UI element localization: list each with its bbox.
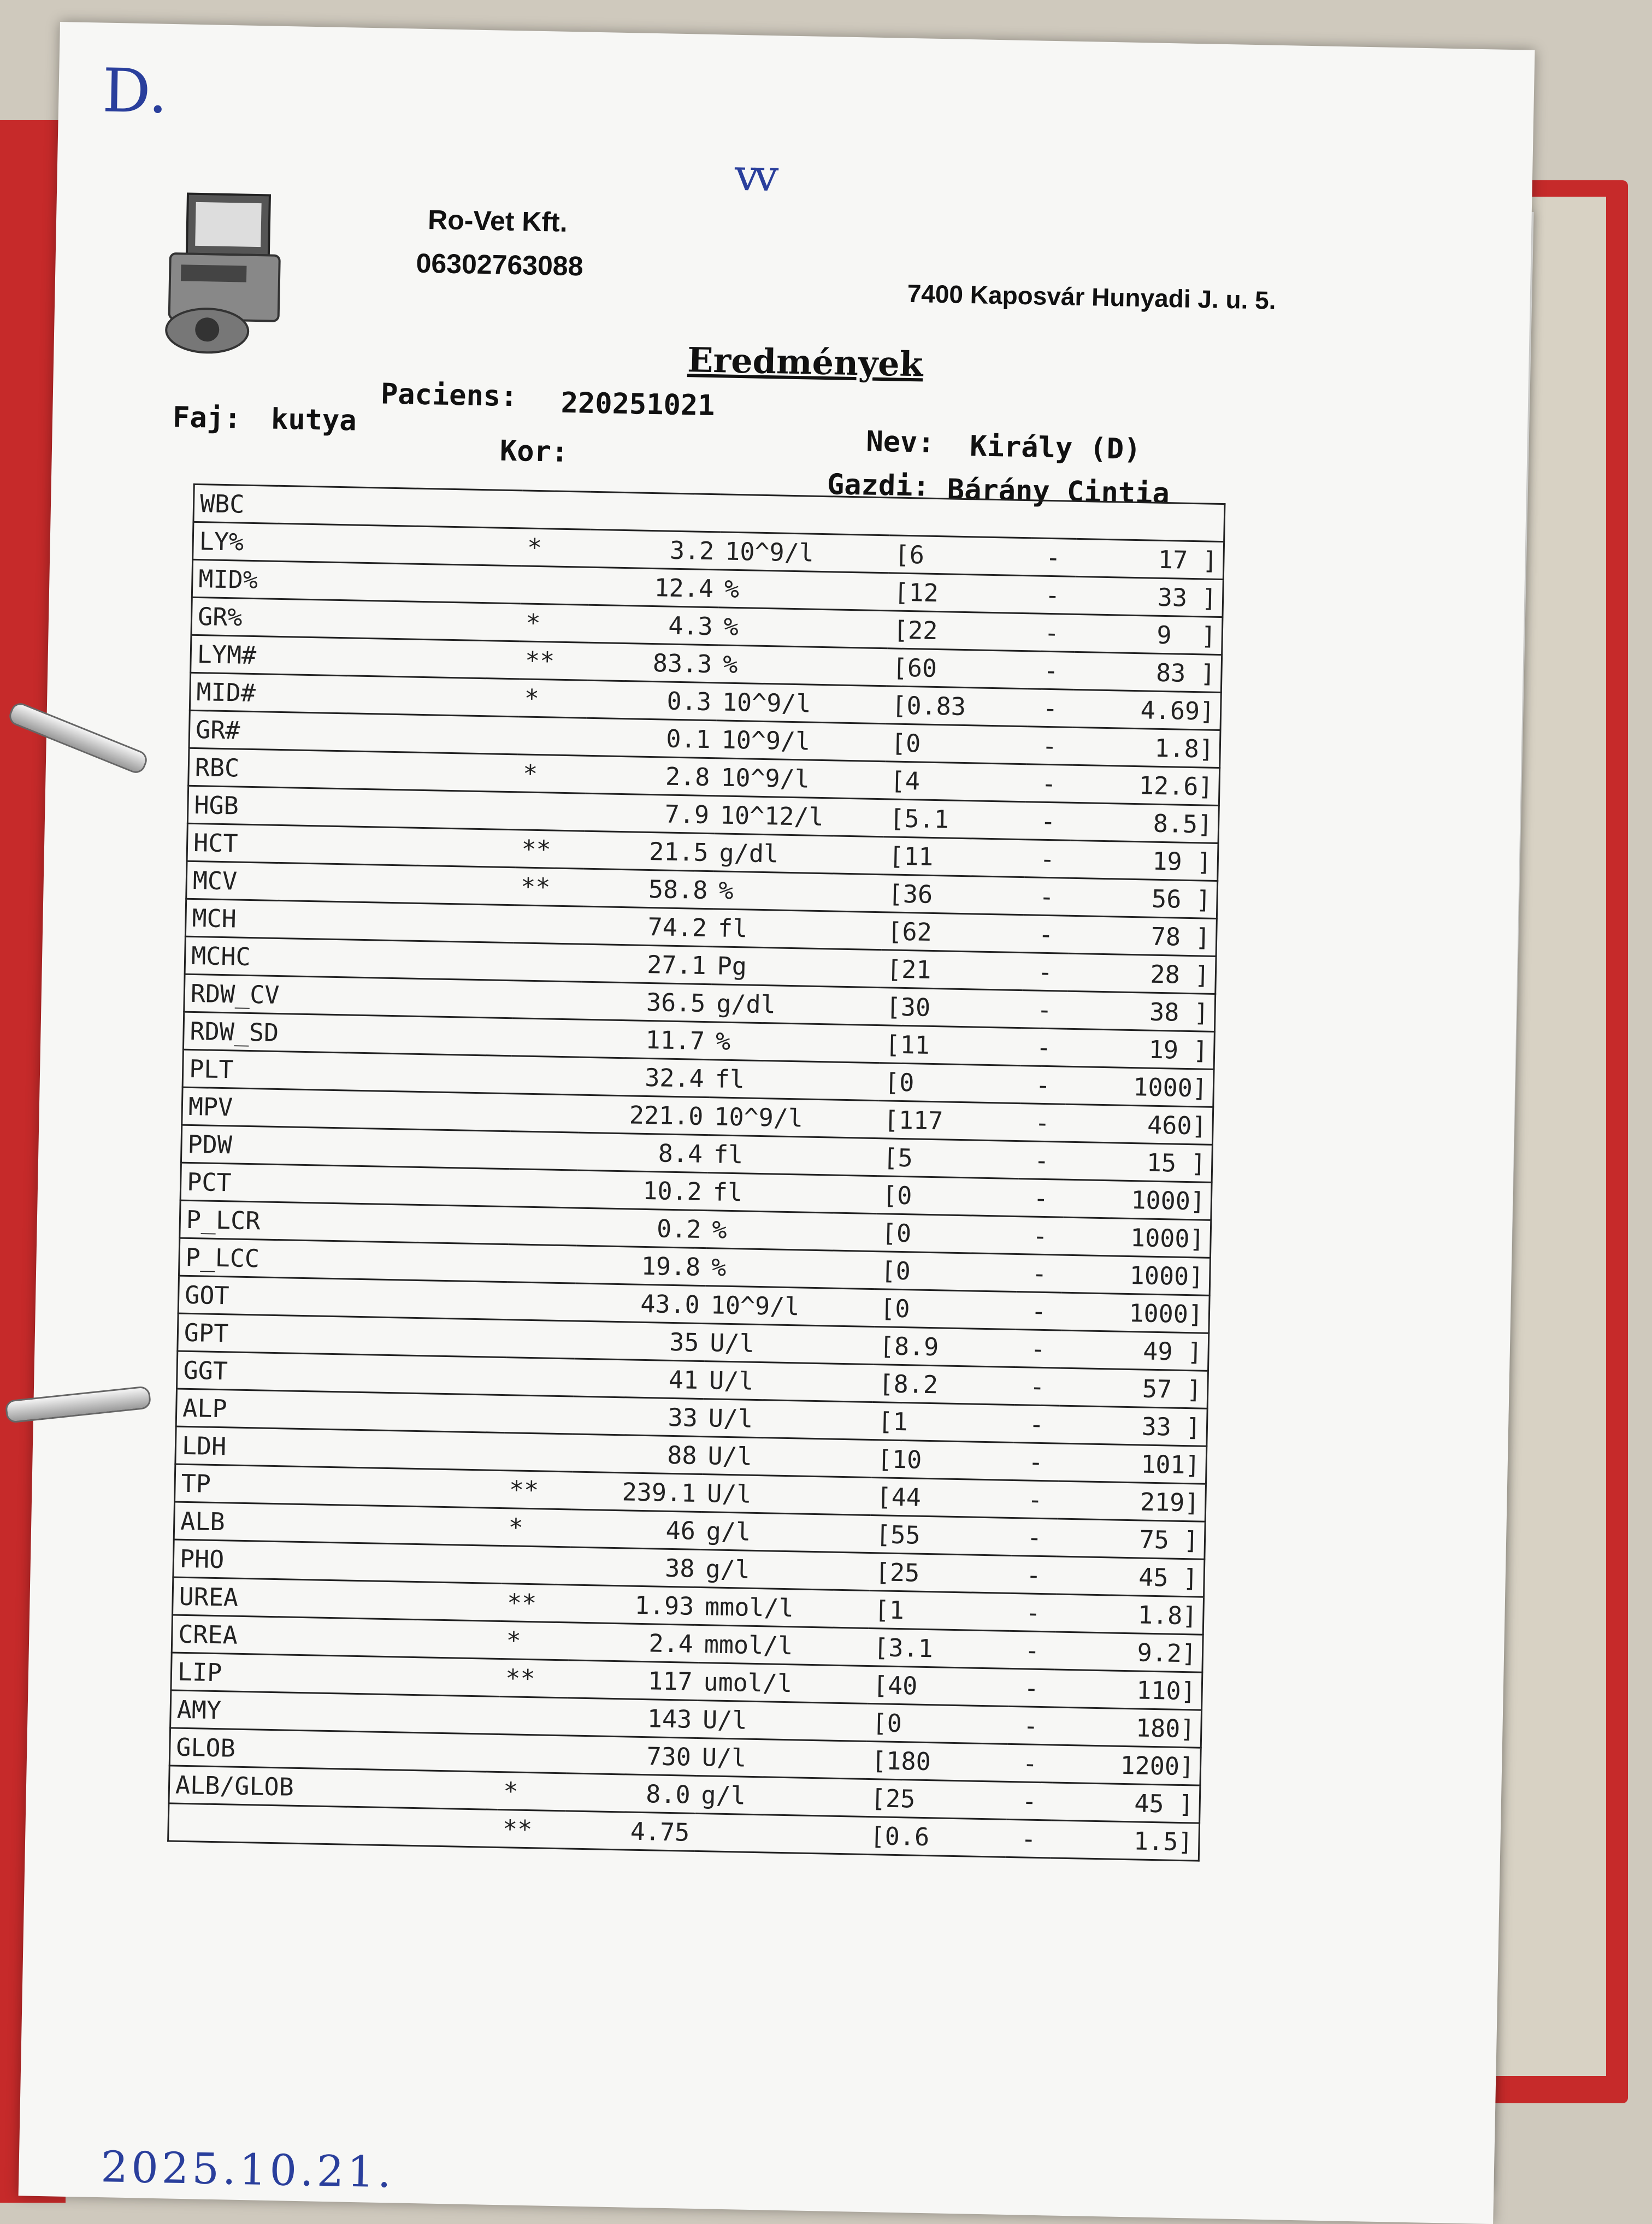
result-flag [514, 943, 582, 982]
range-dash: - [1017, 1217, 1063, 1255]
range-low: [0 [879, 1063, 1021, 1104]
range-dash: - [1023, 915, 1069, 954]
result-flag: ** [497, 1809, 565, 1848]
result-name: PDW [181, 1125, 510, 1169]
result-unit: umol/l [698, 1662, 868, 1703]
result-value: 2.8 [585, 756, 716, 796]
result-value: 88 [572, 1434, 703, 1474]
result-name: RDW_SD [183, 1012, 512, 1056]
result-flag [510, 1131, 579, 1170]
range-dash: - [1015, 1330, 1061, 1368]
result-flag [509, 1207, 577, 1246]
lab-report-page [19, 22, 1535, 2224]
range-low: [11 [883, 837, 1025, 877]
handwritten-corner-mark: D. [102, 55, 169, 127]
range-dash: - [1017, 1254, 1063, 1293]
range-high: 460] [1065, 1104, 1213, 1145]
result-value: 1.93 [569, 1585, 700, 1625]
result-name: MID# [190, 672, 519, 717]
range-dash: - [1018, 1179, 1064, 1218]
result-value: 4.75 [565, 1811, 695, 1851]
range-high: 110] [1054, 1670, 1202, 1710]
company-address: 7400 Kaposvár Hunyadi J. u. 5. [907, 279, 1277, 315]
result-value: 33 [573, 1396, 703, 1437]
range-low: [40 [867, 1666, 1009, 1706]
result-name: P_LCR [180, 1200, 509, 1244]
range-dash [1031, 500, 1077, 539]
range-dash: - [1008, 1706, 1054, 1745]
result-value: 83.3 [587, 642, 718, 683]
range-low: [180 [866, 1741, 1008, 1781]
range-dash: - [1007, 1744, 1053, 1783]
range-dash: - [1011, 1555, 1057, 1594]
range-dash: - [1028, 689, 1073, 728]
company-name: Ro-Vet Kft. [427, 204, 568, 238]
result-value: 0.3 [586, 680, 717, 721]
result-flag: ** [501, 1584, 570, 1623]
result-value [590, 492, 721, 532]
result-unit: % [706, 1211, 877, 1252]
range-low: [6 [889, 535, 1031, 576]
result-name: MCH [185, 899, 515, 943]
range-high: 15 ] [1064, 1142, 1212, 1182]
range-dash: - [1026, 764, 1072, 803]
range-high: 101] [1058, 1443, 1207, 1484]
range-high: 38 ] [1067, 991, 1216, 1031]
range-dash: - [1009, 1631, 1055, 1670]
result-unit: fl [709, 1060, 880, 1101]
result-flag [505, 1358, 574, 1396]
result-unit: U/l [697, 1700, 868, 1741]
range-low: [0 [875, 1252, 1017, 1292]
result-unit: g/l [700, 1512, 871, 1553]
nev-label: Nev: [865, 425, 935, 459]
result-unit: mmol/l [698, 1625, 869, 1666]
result-flag [505, 1395, 574, 1434]
result-flag [511, 1056, 580, 1095]
result-unit: 10^9/l [719, 532, 890, 573]
result-value: 38 [570, 1547, 700, 1588]
result-flag [508, 1244, 576, 1283]
result-unit [695, 1813, 865, 1854]
range-low: [0 [876, 1214, 1018, 1254]
range-dash: - [1030, 576, 1076, 615]
range-high: 1000] [1065, 1066, 1214, 1107]
result-unit: g/l [695, 1775, 866, 1816]
result-flag [522, 491, 591, 529]
range-dash: - [1010, 1593, 1056, 1632]
result-flag [502, 1546, 571, 1585]
result-value: 8.0 [565, 1773, 696, 1814]
range-low: [4 [884, 762, 1026, 802]
result-unit: fl [712, 909, 882, 950]
range-low: [55 [870, 1515, 1012, 1555]
kor-label: Kor: [499, 434, 569, 469]
range-low: [5 [877, 1138, 1019, 1179]
range-low: [0 [875, 1289, 1017, 1330]
result-flag [518, 717, 587, 756]
result-name: HGB [187, 786, 517, 830]
range-low: [0 [877, 1176, 1019, 1217]
range-high: 19 ] [1070, 840, 1218, 881]
result-value: 2.4 [568, 1623, 699, 1663]
result-value: 4.3 [588, 605, 718, 645]
range-dash: - [1011, 1518, 1057, 1556]
range-high: 49 ] [1060, 1330, 1209, 1371]
range-high: 78 ] [1068, 916, 1217, 956]
result-value: 0.2 [576, 1208, 707, 1248]
range-low: [0 [885, 724, 1027, 764]
range-low: [5.1 [884, 799, 1026, 840]
result-value: 0.1 [586, 718, 716, 758]
range-high: 1.5] [1051, 1820, 1200, 1861]
result-name: MPV [182, 1087, 511, 1131]
result-name: HCT [187, 823, 516, 868]
range-high: 219] [1058, 1481, 1206, 1521]
range-high: 56 ] [1069, 878, 1218, 918]
result-value: 7.9 [584, 793, 715, 834]
result-name: PLT [182, 1049, 512, 1094]
result-name: LY% [193, 522, 522, 566]
handwritten-check-marks: vv [734, 149, 774, 202]
result-unit: g/dl [713, 834, 884, 875]
result-flag [514, 905, 583, 944]
range-low [889, 498, 1031, 538]
result-unit: 10^9/l [715, 758, 886, 799]
range-high: 1.8] [1072, 727, 1220, 768]
range-low: [0.6 [864, 1816, 1006, 1857]
result-flag: ** [519, 641, 588, 680]
result-flag [521, 566, 589, 605]
range-high: 33 ] [1059, 1406, 1207, 1446]
result-name: RBC [188, 748, 518, 792]
result-value: 27.1 [581, 944, 712, 984]
result-unit: U/l [696, 1738, 866, 1779]
result-value: 730 [566, 1736, 697, 1776]
result-unit: % [705, 1248, 876, 1289]
result-unit: fl [707, 1173, 877, 1214]
result-name: MID% [192, 559, 521, 604]
result-unit: 10^9/l [709, 1098, 879, 1138]
result-unit: U/l [704, 1324, 875, 1365]
result-value: 143 [567, 1698, 698, 1738]
range-dash: - [1006, 1781, 1052, 1820]
range-high: 28 ] [1067, 953, 1216, 994]
range-high: 1000] [1063, 1179, 1212, 1220]
result-value: 117 [568, 1660, 698, 1701]
result-flag [504, 1433, 573, 1472]
result-value: 3.2 [589, 529, 720, 570]
range-low: [8.9 [874, 1327, 1016, 1367]
range-high: 75 ] [1057, 1519, 1205, 1559]
result-name: WBC [193, 484, 523, 528]
range-dash: - [1012, 1480, 1058, 1519]
range-dash: - [1016, 1292, 1061, 1331]
range-low: [36 [882, 875, 1024, 915]
result-value: 21.5 [583, 831, 714, 871]
result-name: ALB/GLOB [169, 1766, 498, 1810]
result-name: LYM# [191, 635, 520, 679]
report-title: Eredmények [687, 340, 924, 385]
result-unit: U/l [703, 1399, 873, 1440]
range-dash: - [1030, 538, 1076, 577]
result-value: 11.7 [580, 1019, 710, 1060]
range-dash: - [1006, 1819, 1052, 1858]
range-dash: - [1019, 1141, 1065, 1180]
range-high: 180] [1053, 1707, 1202, 1748]
range-dash: - [1025, 802, 1071, 841]
result-flag [516, 792, 585, 831]
range-dash: - [1024, 877, 1070, 916]
range-low: [30 [880, 988, 1022, 1028]
range-low: [25 [869, 1553, 1011, 1593]
result-unit: 10^9/l [716, 683, 887, 724]
range-low: [60 [887, 648, 1029, 689]
result-name: LIP [171, 1653, 500, 1697]
paciens-label: Paciens: [380, 377, 518, 414]
result-flag [507, 1282, 576, 1321]
result-name: PHO [173, 1539, 503, 1584]
faj-value: kutya [270, 403, 357, 438]
result-unit: U/l [704, 1361, 874, 1402]
result-value: 221.0 [579, 1095, 709, 1135]
range-low: [3.1 [868, 1628, 1010, 1668]
result-value: 239.1 [571, 1472, 702, 1512]
result-name: CREA [172, 1615, 501, 1659]
result-unit: % [718, 570, 889, 611]
range-low: [0 [866, 1703, 1008, 1744]
analyzer-device-logo [163, 188, 292, 359]
result-value: 35 [574, 1321, 705, 1361]
result-name: GOT [178, 1276, 508, 1320]
range-high: 83 ] [1073, 652, 1222, 692]
result-unit: % [710, 1022, 880, 1063]
handwritten-date: 2025.10.21. [100, 2143, 395, 2198]
range-high: 19 ] [1066, 1029, 1214, 1069]
gazdi-label: Gazdi: [827, 468, 930, 503]
result-unit: mmol/l [699, 1588, 870, 1629]
result-unit: % [717, 645, 888, 686]
result-name: GGT [177, 1351, 506, 1395]
result-unit: fl [707, 1135, 878, 1176]
result-flag: ** [515, 868, 584, 906]
result-name: ALB [174, 1502, 503, 1546]
result-name: P_LCC [179, 1238, 508, 1282]
faj-label: Faj: [172, 401, 241, 435]
result-flag [506, 1320, 575, 1359]
result-value: 46 [570, 1509, 701, 1550]
company-phone: 06302763088 [416, 247, 584, 282]
range-low: [117 [878, 1101, 1020, 1141]
result-flag [499, 1697, 568, 1736]
result-flag: * [518, 679, 587, 718]
range-low: [12 [888, 573, 1030, 613]
range-dash: - [1022, 990, 1067, 1029]
range-dash: - [1013, 1405, 1059, 1443]
result-unit: 10^12/l [714, 796, 884, 837]
result-name: UREA [173, 1577, 502, 1621]
range-high: 17 ] [1076, 539, 1224, 579]
range-dash: - [1029, 613, 1075, 652]
result-value: 74.2 [582, 906, 712, 947]
result-name: GR% [191, 597, 521, 641]
range-high: 12.6] [1071, 765, 1220, 805]
range-high: 45 ] [1056, 1556, 1205, 1597]
result-value: 12.4 [588, 567, 719, 607]
range-dash: - [1020, 1066, 1066, 1105]
range-low: [1 [869, 1590, 1011, 1631]
range-dash: - [1022, 953, 1068, 992]
result-flag: ** [500, 1659, 569, 1698]
result-flag: * [498, 1772, 567, 1810]
range-low: [21 [881, 950, 1023, 990]
range-low: [22 [887, 611, 1029, 651]
range-low: [8.2 [873, 1365, 1015, 1405]
range-low: [62 [882, 912, 1024, 953]
result-flag: * [521, 528, 590, 567]
gazdi-value: Bárány Cintia [947, 473, 1170, 511]
result-flag: * [500, 1621, 569, 1660]
range-low: [0.83 [886, 686, 1028, 727]
result-name: GLOB [169, 1728, 499, 1772]
result-unit: Pg [711, 947, 882, 988]
result-flag [511, 1094, 580, 1132]
results-table [167, 483, 1225, 1862]
result-flag: ** [516, 830, 585, 869]
range-high: 1000] [1063, 1217, 1211, 1258]
range-high: 8.5] [1070, 803, 1219, 843]
result-flag [512, 1018, 581, 1057]
result-flag [509, 1169, 578, 1208]
result-flag [513, 981, 582, 1019]
range-high: 1.8] [1055, 1594, 1204, 1635]
range-high: 1000] [1061, 1255, 1210, 1295]
result-name: PCT [180, 1163, 510, 1207]
result-unit: g/dl [711, 984, 881, 1025]
result-value: 32.4 [579, 1057, 710, 1098]
result-name: LDH [175, 1426, 505, 1471]
result-flag: * [517, 754, 586, 793]
range-dash: - [1019, 1104, 1065, 1142]
result-flag: ** [503, 1471, 572, 1509]
range-low: [44 [871, 1478, 1013, 1518]
result-unit [720, 494, 890, 535]
result-value: 58.8 [583, 869, 713, 909]
result-name: GR# [189, 710, 518, 754]
result-flag [498, 1735, 567, 1773]
result-name: MCV [186, 861, 516, 905]
range-dash: - [1026, 727, 1072, 765]
range-high: 1200] [1052, 1745, 1201, 1785]
result-value: 10.2 [577, 1170, 707, 1211]
result-value: 8.4 [577, 1132, 708, 1173]
result-name: RDW_CV [184, 974, 514, 1018]
range-dash: - [1024, 840, 1070, 878]
nev-value: Király (D) [969, 430, 1141, 467]
result-name: TP [175, 1464, 504, 1508]
result-value: 19.8 [575, 1246, 706, 1286]
result-unit: g/l [700, 1550, 870, 1591]
range-high: 9.2] [1054, 1632, 1203, 1672]
range-low: [25 [865, 1779, 1007, 1819]
range-dash: - [1028, 651, 1074, 690]
result-name [168, 1803, 498, 1848]
result-unit: 10^9/l [716, 721, 886, 762]
range-high: 1000] [1061, 1293, 1210, 1333]
result-unit: U/l [702, 1437, 872, 1478]
range-high: 33 ] [1075, 576, 1223, 617]
result-flag: * [503, 1508, 571, 1547]
range-high: 57 ] [1059, 1368, 1208, 1408]
result-flag: * [520, 604, 589, 642]
range-low: [1 [872, 1402, 1014, 1443]
result-unit: % [713, 871, 883, 912]
paciens-value: 220251021 [560, 386, 716, 423]
result-name: AMY [170, 1690, 500, 1735]
range-high: 4.69] [1072, 689, 1221, 730]
range-dash: - [1021, 1028, 1067, 1067]
result-unit: % [718, 607, 888, 648]
range-high: 45 ] [1052, 1783, 1200, 1823]
result-unit: U/l [701, 1474, 872, 1515]
range-low: [10 [871, 1440, 1013, 1480]
range-high [1076, 501, 1225, 541]
range-dash: - [1008, 1668, 1054, 1707]
result-name: MCHC [185, 936, 514, 981]
range-low: [11 [880, 1025, 1022, 1066]
range-dash: - [1014, 1367, 1060, 1406]
result-unit: 10^9/l [705, 1286, 875, 1327]
result-name: ALP [176, 1389, 505, 1433]
range-dash: - [1013, 1442, 1059, 1481]
result-value: 43.0 [575, 1283, 705, 1324]
range-high: 9 ] [1074, 614, 1223, 654]
result-value: 36.5 [581, 982, 711, 1022]
result-value: 41 [573, 1359, 704, 1399]
result-name: GPT [178, 1313, 507, 1358]
